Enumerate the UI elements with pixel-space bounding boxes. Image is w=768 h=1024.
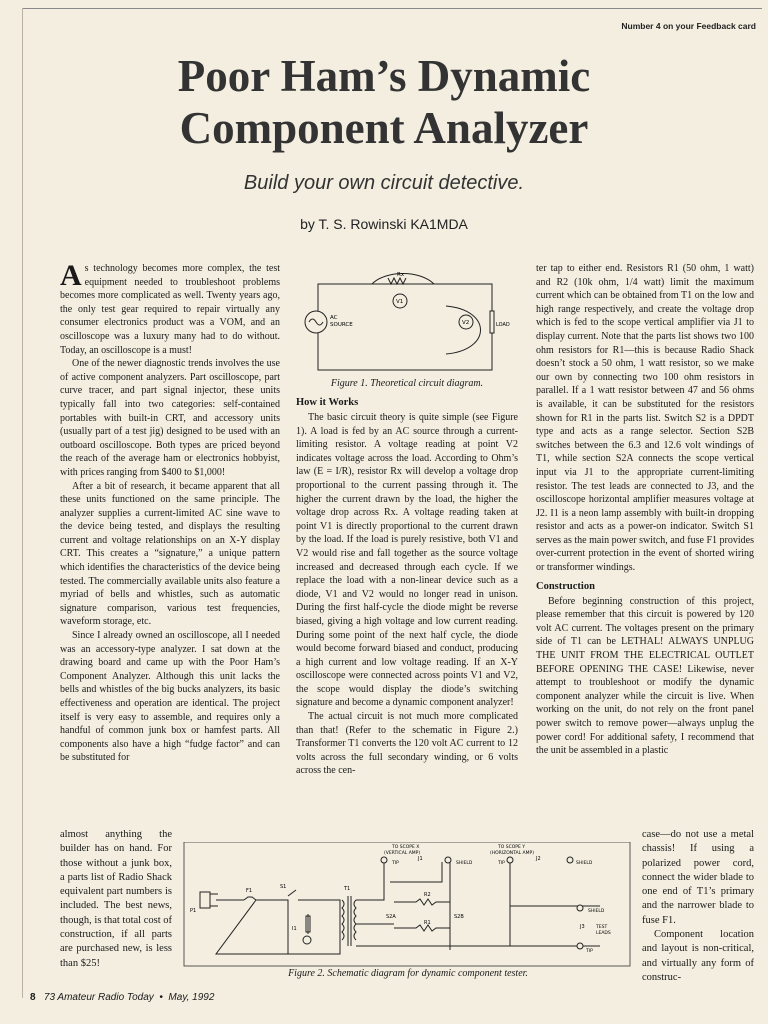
rx-label: Rx xyxy=(397,272,405,278)
i1-label: I1 xyxy=(292,926,297,932)
page-footer: 8 73 Amateur Radio Today • May, 1992 xyxy=(30,992,215,1003)
figure-1-caption: Figure 1. Theoretical circuit diagram. xyxy=(330,378,484,389)
t1-label: T1 xyxy=(344,886,351,892)
issue-date: May, 1992 xyxy=(168,992,215,1003)
leads-label: LEADS xyxy=(596,931,611,936)
f1-label: F1 xyxy=(246,888,253,894)
section-heading-how-it-works: How it Works xyxy=(296,397,359,408)
page-number: 8 xyxy=(30,992,36,1003)
shield-label-j1: SHIELD xyxy=(456,861,473,866)
left-rule xyxy=(22,8,23,998)
paragraph: Before beginning construction of this project, please remember that this circuit is powered by 120 volt AC current. The voltages present on the primary side of T1 can be LETHAL! ALWAYS UNPLUG THE UNIT FROM THE ELECTRICAL OUTLET BEFORE OPENING THE CASE! Likewise, never attempt to troubleshoot or modify the dynamic component analyzer while the circuit is live. When working on the unit, do not rely on the front panel power switch to remove power—always unplug the power cord! For additional safety, I recommend that the unit be assembled in a plastic xyxy=(536,595,754,757)
s2a-label: S2A xyxy=(386,914,396,920)
paragraph: Since I already owned an oscilloscope, all I needed was an accessory-type analyzer. I sat down at the drawing board and came up with the Poor Ham’s Component Analyzer. Although this unit lacks the bells and whistles of the big bucks analyzers, its basic effectiveness and operation are identical. The project itself is very easy to assemble, and requires only a handful of common junk box or hamfest parts. All components also have a high “fudge factor” and can be substituted for xyxy=(60,630,280,764)
feedback-note: Number 4 on your Feedback card xyxy=(621,21,756,31)
j1-label: J1 xyxy=(418,856,423,862)
j3-label: J3 xyxy=(580,924,585,930)
column-3-lower xyxy=(642,828,754,985)
top-rule xyxy=(22,8,762,9)
v1-label: V1 xyxy=(396,299,404,305)
section-heading-construction: Construction xyxy=(536,580,595,592)
tip-label-j1: TIP xyxy=(392,861,399,866)
j2-label: J2 xyxy=(536,856,541,862)
paragraph: almost anything the builder has on hand. For those without a junk box, a parts list of Radio Shack equivalent part numbers is included. The best news, though, is that total cost of construction, if all parts are purchased new, is less than $25! xyxy=(60,829,172,969)
figure-1-circuit-diagram xyxy=(296,266,516,378)
figure-2-schematic xyxy=(180,842,636,968)
column-1-upper xyxy=(60,259,280,765)
shield-label-j2: SHIELD xyxy=(576,861,593,866)
tip-label-j3: TIP xyxy=(586,949,593,954)
v2-label: V2 xyxy=(462,320,470,326)
paragraph: ter tap to either end. Resistors R1 (50 ohm, 1 watt) and R2 (10k ohm, 1/4 watt) limit the maximum current which can be obtained from T1 on the low and high range respectively, and create the voltage drop which is fed to the scope vertical amplifier via J1 to display current. Note that the parts list shows two 100 ohm resistors for R1—this is because Radio Shack doesn’t stock a 50 ohm, 1 watt resistor, so we make our own by connecting two 100 ohm resistors in parallel. If a 1 watt resistor between 47 and 56 ohms is available, it can be substituted for the resistors shown for R1 in the parts list. Switch S2 is a DPDT type and acts as a range selector. Section S2B switches between the 6.3 and 12.6 volt windings of T1, while section S2A connects the scope vertical input via J1 to the appropriate current-limiting resistor. The test leads are connected to J3, and the oscilloscope horizontal amplifier measures voltage at J2. I1 is a neon lamp assembly with built-in dropping resistor and acts as a power-on indicator. Switch S1 serves as the main power switch, and fuse F1 provides over-current protection in the event of shorted wiring or transformer windings. xyxy=(536,263,754,574)
scope-x-label: TO SCOPE X xyxy=(392,845,420,850)
paragraph: Component location and layout is non-critical, and virtually any form of construc- xyxy=(642,929,754,983)
p1-label: P1 xyxy=(190,908,197,914)
horizontal-amp-label: (HORIZONTAL AMP) xyxy=(490,851,534,856)
shield-label-j3: SHIELD xyxy=(588,909,605,914)
source-label: SOURCE xyxy=(330,322,353,328)
column-1-lower xyxy=(60,828,172,971)
paragraph: One of the newer diagnostic trends involves the use of active component analyzers. Part oscilloscope, part curve tracer, and part signal injector, these units typically fall into two categories: self-contained portables with built-in CRT, and accessory units (usually part of a test jig) designed to be used with an outboard oscilloscope. Both types are priced beyond the reach of the average ham or electronics hobbyist, with prices ranging from $400 to $1,000! xyxy=(60,358,280,478)
figure-2-caption: Figure 2. Schematic diagram for dynamic component tester. xyxy=(288,968,528,979)
load-label: LOAD xyxy=(496,322,510,328)
paragraph: The basic circuit theory is quite simple (see Figure 1). A load is fed by an AC source through a current-limiting resistor. A voltage reading at point V2 indicates voltage across the load. According to Ohm’s law (E = I/R), resistor Rx will develop a voltage drop proportional to the current passing through it. The higher the current drawn by the load, the higher the voltage drop across Rx. A voltage reading taken at point V1 is directly proportional to the current drawn by the load. If the load is purely resistive, both V1 and V2 would rise and fall together as the source voltage increased and decreased through each cycle. If we replace the load with a non-linear device such as a diode, V1 and V2 would no longer read in unison. During the first half-cycle the diode might be reverse biased, giving a high voltage and low current reading. During some point of the next half cycle, the diode would become forward biased and conduct, producing a high current and low voltage reading. If an X-Y oscilloscope were connected across points V1 and V2, the scope would display the diode’s switching signature and become a dynamic component analyzer! xyxy=(296,412,518,709)
test-label: TEST xyxy=(596,925,608,930)
column-2 xyxy=(296,378,518,778)
r2-label: R2 xyxy=(424,892,431,898)
paragraph xyxy=(60,259,280,357)
column-3-upper xyxy=(536,262,754,758)
s2b-label: S2B xyxy=(454,914,464,920)
byline: by T. S. Rowinski KA1MDA xyxy=(300,216,468,232)
scope-y-label: TO SCOPE Y xyxy=(498,845,525,850)
paragraph: The actual circuit is not much more complicated than that! (Refer to the schematic in Figure 2.) Transformer T1 converts the 120 volt AC current to 12 volts across the full secondary winding, or 6 volts across the cen- xyxy=(296,711,518,777)
vertical-amp-label: (VERTICAL AMP) xyxy=(384,851,421,856)
paragraph: After a bit of research, it became apparent that all these units functioned on the same principle. The analyzer supplies a current-limited AC sine wave to the device being tested, and displays the resulting current and voltage relationships on an X-Y display CRT. This creates a “signature,” a unique pattern which identifies the characteristics of the device being tested. The commercially available units also feature a myriad of bells and whistles, such as automatic signature comparison, various test frequencies, waveform storage, etc. xyxy=(60,480,280,628)
title-line-2: Component Analyzer xyxy=(179,103,589,153)
r1-label: R1 xyxy=(424,920,431,926)
s1-label: S1 xyxy=(280,884,287,890)
ac-label: AC xyxy=(330,315,338,321)
article-title xyxy=(60,50,708,154)
paragraph-text: s technology becomes more complex, the test equipment needed to troubleshoot problems becomes more complicated as well. Twenty years ago, the only test gear required to repair virtually any consumer electronics product was a VOM, and an oscilloscope was a luxury many had to do without. Today, an oscilloscope is a must! xyxy=(60,263,280,356)
journal-name: 73 Amateur Radio Today xyxy=(43,992,154,1003)
paragraph: case—do not use a metal chassis! If using a polarized power cord, connect the wider blade to one end of T1’s primary and the narrower blade to fuse F1. xyxy=(642,829,754,926)
drop-cap: A xyxy=(60,259,82,292)
article-subtitle: Build your own circuit detective. xyxy=(243,172,525,194)
tip-label-j2: TIP xyxy=(498,861,505,866)
title-line-1: Poor Ham’s Dynamic xyxy=(177,51,591,101)
